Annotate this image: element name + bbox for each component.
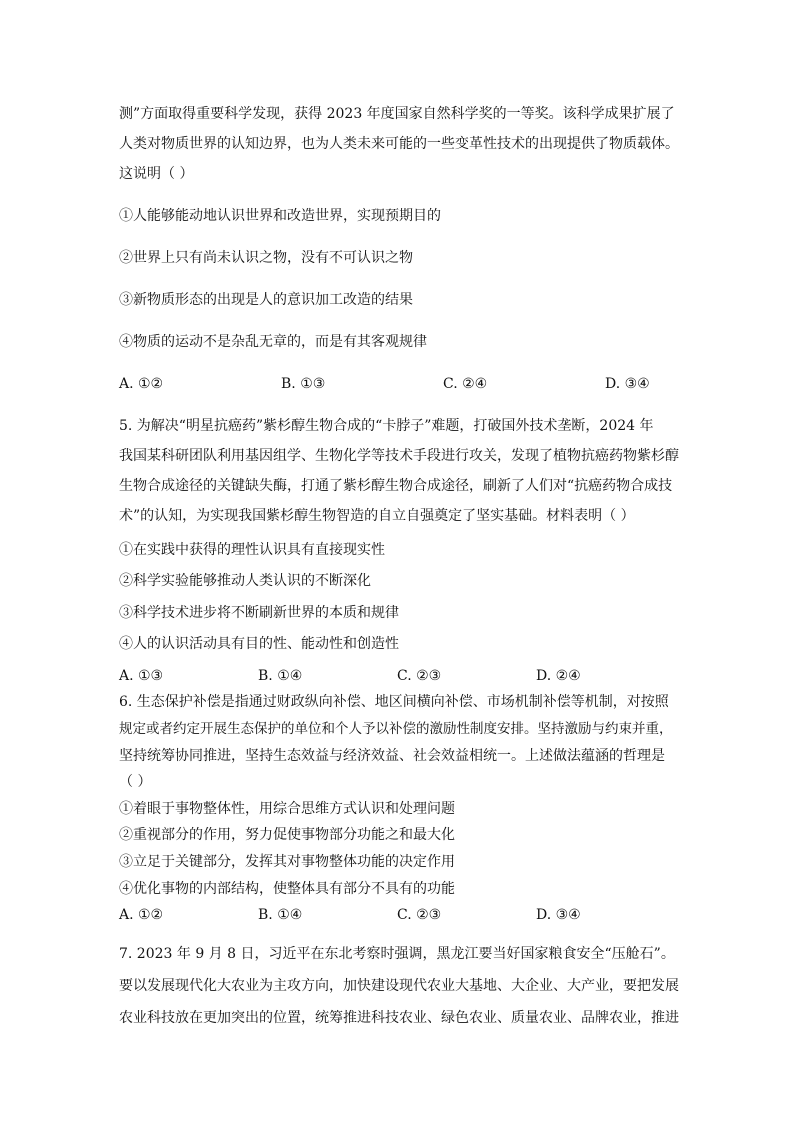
q6-option-a: A. ①② bbox=[119, 907, 164, 923]
q5-option-a: A. ①③ bbox=[119, 668, 164, 684]
q6-option-d: D. ③④ bbox=[536, 907, 581, 923]
q5-stem-line-4: 术”的认知，为实现我国紫杉醇生物智造的自立自强奠定了坚实基础。材料表明（ ） bbox=[119, 508, 635, 524]
q4-stem-line-1: 测”方面取得重要科学发现，获得 2023 年度国家自然科学奖的一等奖。该科学成果扩展了 bbox=[119, 106, 675, 122]
q6-stem-line-3: 坚持统筹协同推进，坚持生态效益与经济效益、社会效益相统一。上述做法蕴涵的哲理是 bbox=[119, 748, 665, 764]
q6-item-3: ③立足于关键部分，发挥其对事物整体功能的决定作用 bbox=[119, 854, 455, 870]
q4-option-b: B. ①③ bbox=[281, 376, 326, 392]
q5-item-1: ①在实践中获得的理性认识具有直接现实性 bbox=[119, 542, 385, 558]
q4-option-c: C. ②④ bbox=[443, 376, 488, 392]
q5-option-d: D. ②④ bbox=[536, 668, 581, 684]
q5-options bbox=[119, 666, 679, 686]
q5-stem-line-2: 我国某科研团队利用基因组学、生物化学等技术手段进行攻关，发现了植物抗癌药物紫杉醇 bbox=[119, 448, 679, 464]
q4-item-1: ①人能够能动地认识世界和改造世界，实现预期目的 bbox=[119, 208, 441, 224]
q4-option-a: A. ①② bbox=[119, 376, 164, 392]
q4-item-4: ④物质的运动不是杂乱无章的，而是有其客观规律 bbox=[119, 334, 427, 350]
q5-option-b: B. ①④ bbox=[258, 668, 303, 684]
q7-stem-line-1: 7. 2023 年 9 月 8 日，习近平在东北考察时强调，黑龙江要当好国家粮食安全“压舱石”。 bbox=[119, 946, 675, 962]
q6-item-1: ①着眼于事物整体性，用综合思维方式认识和处理问题 bbox=[119, 801, 455, 817]
q7-stem-line-2: 要以发展现代化大农业为主攻方向，加快建设现代农业大基地、大企业、大产业，要把发展 bbox=[119, 978, 679, 994]
q7-stem-line-3: 农业科技放在更加突出的位置，统筹推进科技农业、绿色农业、质量农业、品牌农业，推进 bbox=[119, 1010, 679, 1026]
q4-stem-line-2: 人类对物质世界的认知边界，也为人类未来可能的一些变革性技术的出现提供了物质载体。 bbox=[119, 136, 679, 152]
q6-item-2: ②重视部分的作用，努力促使事物部分功能之和最大化 bbox=[119, 827, 455, 843]
q6-item-4: ④优化事物的内部结构，使整体具有部分不具有的功能 bbox=[119, 881, 455, 897]
q4-item-3: ③新物质形态的出现是人的意识加工改造的结果 bbox=[119, 292, 413, 308]
q5-item-4: ④人的认识活动具有目的性、能动性和创造性 bbox=[119, 636, 399, 652]
q4-stem-line-3: 这说明（ ） bbox=[119, 166, 194, 182]
q5-item-2: ②科学实验能够推动人类认识的不断深化 bbox=[119, 573, 371, 589]
q6-stem-line-4: （ ） bbox=[119, 774, 152, 790]
q4-item-2: ②世界上只有尚未认识之物，没有不可认识之物 bbox=[119, 250, 413, 266]
q6-stem-line-1: 6. 生态保护补偿是指通过财政纵向补偿、地区间横向补偿、市场机制补偿等机制，对按照 bbox=[119, 694, 669, 710]
q4-option-d: D. ③④ bbox=[605, 376, 650, 392]
q5-stem-line-1: 5. 为解决“明星抗癌药”紫杉醇生物合成的“卡脖子”难题，打破国外技术垄断，2024 年 bbox=[119, 418, 654, 434]
q5-item-3: ③科学技术进步将不断刷新世界的本质和规律 bbox=[119, 605, 399, 621]
q5-option-c: C. ②③ bbox=[397, 668, 442, 684]
q4-options bbox=[119, 374, 679, 394]
q6-option-c: C. ②③ bbox=[397, 907, 442, 923]
q6-stem-line-2: 规定或者约定开展生态保护的单位和个人予以补偿的激励性制度安排。坚持激励与约束并重， bbox=[119, 721, 673, 737]
q6-option-b: B. ①④ bbox=[258, 907, 303, 923]
q6-options bbox=[119, 905, 679, 925]
q5-stem-line-3: 生物合成途径的关键缺失酶，打通了紫杉醇生物合成途径，刷新了人们对“抗癌药物合成技 bbox=[119, 478, 673, 494]
